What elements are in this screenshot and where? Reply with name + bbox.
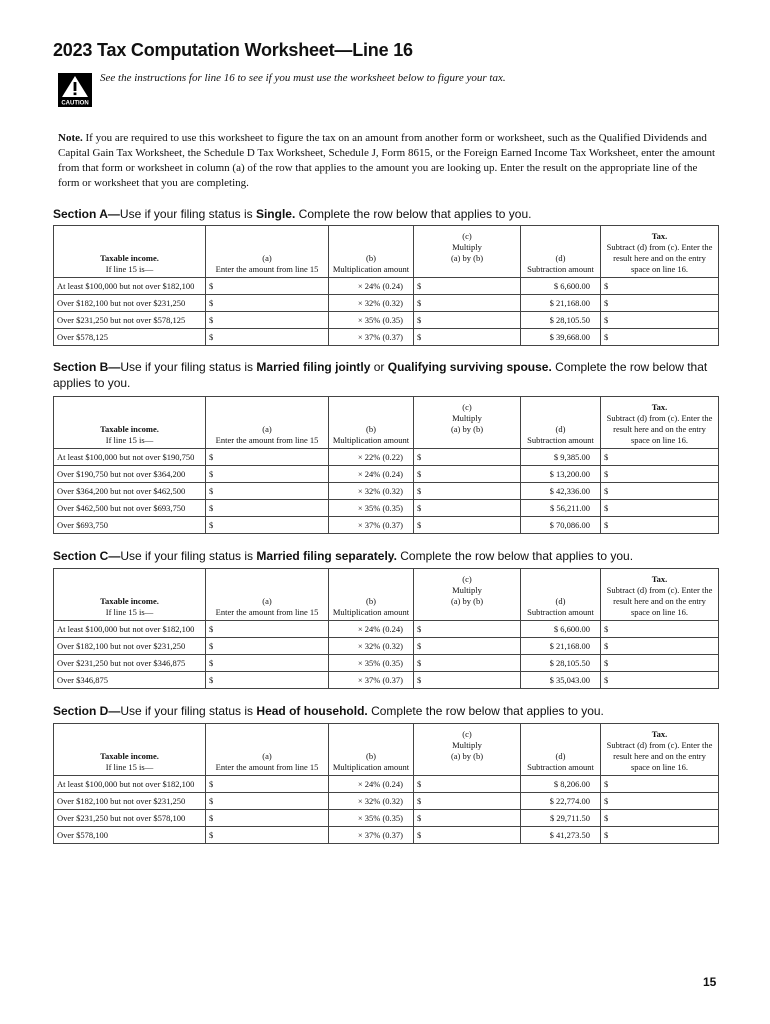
section-a-table [53,225,719,346]
income-cell: Over $182,100 but not over $231,250 [54,638,206,655]
subtraction-cell: $ 21,168.00 [521,638,601,655]
multiplier-cell: × 35% (0.35) [329,655,414,672]
subtraction-cell: $ 21,168.00 [521,295,601,312]
income-cell: Over $462,500 but not over $693,750 [54,500,206,517]
tax-field[interactable]: $ [601,638,719,655]
subtraction-cell: $ 35,043.00 [521,672,601,689]
product-c-field[interactable]: $ [414,517,521,534]
multiplier-cell: × 35% (0.35) [329,500,414,517]
multiplier-cell: × 24% (0.24) [329,278,414,295]
table-row [54,655,719,672]
col-header-a: (a) Enter the amount from line 15 [206,226,329,278]
product-c-field[interactable]: $ [414,621,521,638]
amount-a-field[interactable]: $ [206,329,329,346]
amount-a-field[interactable]: $ [206,295,329,312]
subtraction-cell: $ 9,385.00 [521,449,601,466]
page-title: 2023 Tax Computation Worksheet—Line 16 [53,40,413,60]
subtraction-cell: $ 39,668.00 [521,329,601,346]
table-row [54,621,719,638]
tax-field[interactable]: $ [601,517,719,534]
subtraction-cell: $ 56,211.00 [521,500,601,517]
amount-a-field[interactable]: $ [206,483,329,500]
col-header-a: (a) Enter the amount from line 15 [206,569,329,621]
product-c-field[interactable]: $ [414,466,521,483]
product-c-field[interactable]: $ [414,827,521,844]
product-c-field[interactable]: $ [414,793,521,810]
product-c-field[interactable]: $ [414,672,521,689]
col-header-a: (a) Enter the amount from line 15 [206,724,329,776]
multiplier-cell: × 32% (0.32) [329,793,414,810]
amount-a-field[interactable]: $ [206,810,329,827]
col-header-d: (d) Subtraction amount [521,724,601,776]
product-c-field[interactable]: $ [414,312,521,329]
subtraction-cell: $ 70,086.00 [521,517,601,534]
multiplier-cell: × 32% (0.32) [329,483,414,500]
col-header-taxable-income: Taxable income. If line 15 is— [54,226,206,278]
subtraction-cell: $ 22,774.00 [521,793,601,810]
product-c-field[interactable]: $ [414,638,521,655]
col-header-b: (b) Multiplication amount [329,226,414,278]
product-c-field[interactable]: $ [414,655,521,672]
section-c-heading: Section C—Use if your filing status is Married filing separately. Complete the row below that applies to you. [53,549,634,563]
amount-a-field[interactable]: $ [206,500,329,517]
subtraction-cell: $ 28,105.50 [521,655,601,672]
col-header-c: (c) Multiply (a) by (b) [414,226,521,278]
multiplier-cell: × 37% (0.37) [329,672,414,689]
multiplier-cell: × 24% (0.24) [329,776,414,793]
income-cell: At least $100,000 but not over $182,100 [54,621,206,638]
amount-a-field[interactable]: $ [206,278,329,295]
subtraction-cell: $ 29,711.50 [521,810,601,827]
amount-a-field[interactable]: $ [206,793,329,810]
amount-a-field[interactable]: $ [206,827,329,844]
caution-icon-label: CAUTION [61,100,89,107]
income-cell: Over $190,750 but not over $364,200 [54,466,206,483]
col-header-taxable-income: Taxable income. If line 15 is— [54,397,206,449]
col-header-tax: Tax. Subtract (d) from (c). Enter the result here and on the entry space on line 16. [601,724,719,776]
tax-field[interactable]: $ [601,466,719,483]
multiplier-cell: × 22% (0.22) [329,449,414,466]
tax-field[interactable]: $ [601,672,719,689]
multiplier-cell: × 24% (0.24) [329,466,414,483]
col-header-b: (b) Multiplication amount [329,397,414,449]
table-row [54,312,719,329]
amount-a-field[interactable]: $ [206,449,329,466]
amount-a-field[interactable]: $ [206,312,329,329]
income-cell: Over $578,125 [54,329,206,346]
subtraction-cell: $ 8,206.00 [521,776,601,793]
note-paragraph [58,131,718,191]
amount-a-field[interactable]: $ [206,466,329,483]
col-header-tax: Tax. Subtract (d) from (c). Enter the result here and on the entry space on line 16. [601,397,719,449]
subtraction-cell: $ 13,200.00 [521,466,601,483]
amount-a-field[interactable]: $ [206,776,329,793]
product-c-field[interactable]: $ [414,329,521,346]
income-cell: Over $693,750 [54,517,206,534]
multiplier-cell: × 37% (0.37) [329,827,414,844]
tax-field[interactable]: $ [601,810,719,827]
product-c-field[interactable]: $ [414,449,521,466]
income-cell: Over $364,200 but not over $462,500 [54,483,206,500]
table-row [54,483,719,500]
table-row [54,278,719,295]
amount-a-field[interactable]: $ [206,621,329,638]
tax-field[interactable]: $ [601,449,719,466]
section-a-heading: Section A—Use if your filing status is Single. Complete the row below that applies to you. [53,207,532,221]
income-cell: Over $182,100 but not over $231,250 [54,295,206,312]
tax-field[interactable]: $ [601,655,719,672]
table-row [54,793,719,810]
tax-field[interactable]: $ [601,621,719,638]
subtraction-cell: $ 41,273.50 [521,827,601,844]
table-row [54,827,719,844]
tax-field[interactable]: $ [601,329,719,346]
col-header-c: (c) Multiply (a) by (b) [414,724,521,776]
amount-a-field[interactable]: $ [206,517,329,534]
table-row [54,776,719,793]
col-header-tax: Tax. Subtract (d) from (c). Enter the result here and on the entry space on line 16. [601,226,719,278]
income-cell: At least $100,000 but not over $182,100 [54,278,206,295]
col-header-b: (b) Multiplication amount [329,569,414,621]
income-cell: At least $100,000 but not over $190,750 [54,449,206,466]
section-b-table [53,396,719,534]
note-text: If you are required to use this worksheet to figure the tax on an amount from another form or worksheet, such as the Qualified Dividends and Capital Gain Tax Worksheet, the Schedule D Tax Worksheet, Schedule J, Form 8615, or the Foreign Earned Income Tax Worksheet, enter the amount from that form or worksheet in column (a) of the row that applies to the amount you are looking up. Enter the result on the appropriate line of the form or worksheet that you are completing. [58,132,716,189]
multiplier-cell: × 32% (0.32) [329,638,414,655]
col-header-d: (d) Subtraction amount [521,397,601,449]
col-header-d: (d) Subtraction amount [521,569,601,621]
tax-field[interactable]: $ [601,500,719,517]
subtraction-cell: $ 6,600.00 [521,278,601,295]
multiplier-cell: × 37% (0.37) [329,517,414,534]
col-header-a: (a) Enter the amount from line 15 [206,397,329,449]
tax-field[interactable]: $ [601,483,719,500]
multiplier-cell: × 24% (0.24) [329,621,414,638]
table-row [54,295,719,312]
caution-text: See the instructions for line 16 to see if you must use the worksheet below to figure your tax. [100,72,506,84]
table-row [54,329,719,346]
tax-field[interactable]: $ [601,827,719,844]
multiplier-cell: × 32% (0.32) [329,295,414,312]
product-c-field[interactable]: $ [414,295,521,312]
col-header-d: (d) Subtraction amount [521,226,601,278]
multiplier-cell: × 37% (0.37) [329,329,414,346]
table-row [54,500,719,517]
tax-field[interactable]: $ [601,278,719,295]
income-cell: Over $182,100 but not over $231,250 [54,793,206,810]
note-label: Note. [58,132,83,144]
tax-field[interactable]: $ [601,776,719,793]
income-cell: Over $231,250 but not over $346,875 [54,655,206,672]
table-row [54,449,719,466]
income-cell: Over $231,250 but not over $578,100 [54,810,206,827]
section-d-heading: Section D—Use if your filing status is Head of household. Complete the row below that applies to you. [53,704,604,718]
table-row [54,672,719,689]
page-number: 15 [703,975,717,989]
table-row [54,517,719,534]
product-c-field[interactable]: $ [414,500,521,517]
subtraction-cell: $ 6,600.00 [521,621,601,638]
table-row [54,466,719,483]
section-b-heading: Section B—Use if your filing status is Married filing jointly or Qualifying surviving spouse. Complete the row below that applies to you. [53,360,708,390]
amount-a-field[interactable]: $ [206,672,329,689]
amount-a-field[interactable]: $ [206,638,329,655]
col-header-b: (b) Multiplication amount [329,724,414,776]
caution-icon [58,73,92,107]
multiplier-cell: × 35% (0.35) [329,312,414,329]
col-header-taxable-income: Taxable income. If line 15 is— [54,724,206,776]
amount-a-field[interactable]: $ [206,655,329,672]
col-header-c: (c) Multiply (a) by (b) [414,397,521,449]
product-c-field[interactable]: $ [414,810,521,827]
table-row [54,638,719,655]
section-d-table [53,723,719,844]
product-c-field[interactable]: $ [414,483,521,500]
income-cell: Over $346,875 [54,672,206,689]
tax-field[interactable]: $ [601,312,719,329]
income-cell: Over $578,100 [54,827,206,844]
income-cell: Over $231,250 but not over $578,125 [54,312,206,329]
section-c-table [53,568,719,689]
multiplier-cell: × 35% (0.35) [329,810,414,827]
subtraction-cell: $ 28,105.50 [521,312,601,329]
tax-field[interactable]: $ [601,295,719,312]
income-cell: At least $100,000 but not over $182,100 [54,776,206,793]
product-c-field[interactable]: $ [414,278,521,295]
col-header-taxable-income: Taxable income. If line 15 is— [54,569,206,621]
col-header-tax: Tax. Subtract (d) from (c). Enter the result here and on the entry space on line 16. [601,569,719,621]
table-row [54,810,719,827]
col-header-c: (c) Multiply (a) by (b) [414,569,521,621]
product-c-field[interactable]: $ [414,776,521,793]
subtraction-cell: $ 42,336.00 [521,483,601,500]
tax-field[interactable]: $ [601,793,719,810]
